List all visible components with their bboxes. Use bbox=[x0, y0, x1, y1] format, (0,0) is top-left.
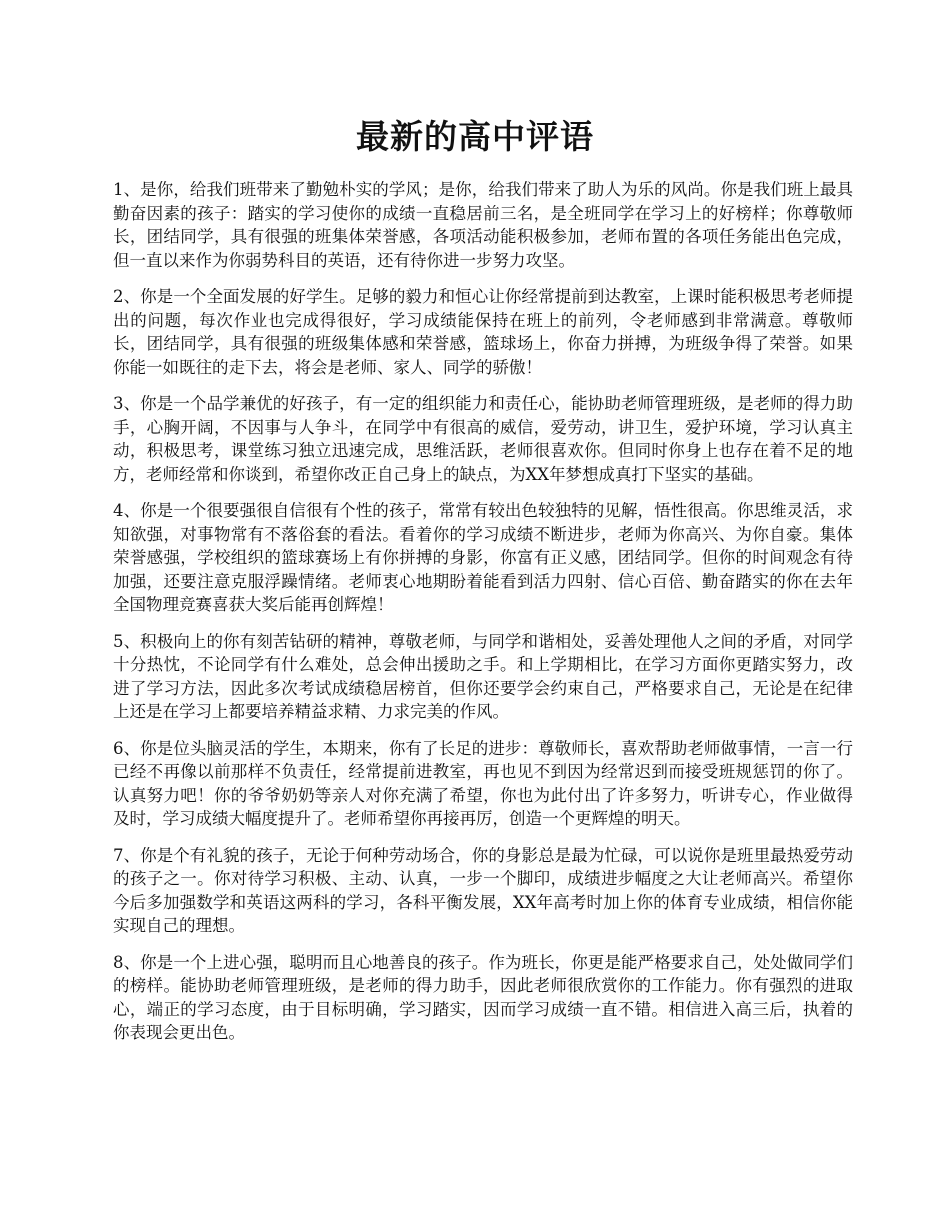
paragraph-1: 1、是你，给我们班带来了勤勉朴实的学风；是你，给我们带来了助人为乐的风尚。你是我们班上最具勤奋因素的孩子：踏实的学习使你的成绩一直稳居前三名，是全班同学在学习上的好榜样；你尊敬师长，团结同学，具有很强的班集体荣誉感，各项活动能积极参加，老师布置的各项任务能出色完成，但一直以来作为你弱势科目的英语，还有待你进一步努力攻坚。 bbox=[113, 180, 853, 270]
document-title: 最新的高中评语 bbox=[356, 117, 594, 156]
paragraph-5: 5、积极向上的你有刻苦钻研的精神，尊敬老师，与同学和谐相处，妥善处理他人之间的矛盾，对同学十分热忱，不论同学有什么难处，总会伸出援助之手。和上学期相比，在学习方面你更踏实努力，改进了学习方法，因此多次考试成绩稳居榜首，但你还要学会约束自己，严格要求自己，无论是在纪律上还是在学习上都要培养精益求精、力求完美的作风。 bbox=[113, 631, 853, 721]
paragraph-7: 7、你是个有礼貌的孩子，无论于何种劳动场合，你的身影总是最为忙碌，可以说你是班里最热爱劳动的孩子之一。你对待学习积极、主动、认真，一步一个脚印，成绩进步幅度之大让老师高兴。希望你今后多加强数学和英语这两科的学习，各科平衡发展，XX年高考时加上你的体育专业成绩，相信你能实现自己的理想。 bbox=[113, 845, 853, 935]
document-body bbox=[113, 178, 853, 1058]
paragraph-4: 4、你是一个很要强很自信很有个性的孩子，常常有较出色较独特的见解，悟性很高。你思维灵活，求知欲强，对事物常有不落俗套的看法。看着你的学习成绩不断进步，老师为你高兴、为你自豪。集体荣誉感强，学校组织的篮球赛场上有你拼搏的身影，你富有正义感，团结同学。但你的时间观念有待加强，还要注意克服浮躁情绪。老师衷心地期盼着能看到活力四射、信心百倍、勤奋踏实的你在去年全国物理竞赛喜获大奖后能再创辉煌！ bbox=[113, 501, 853, 614]
paragraph-3: 3、你是一个品学兼优的好孩子，有一定的组织能力和责任心，能协助老师管理班级，是老师的得力助手，心胸开阔，不因事与人争斗，在同学中有很高的威信，爱劳动，讲卫生，爱护环境，学习认真主动，积极思考，课堂练习独立迅速完成，思维活跃，老师很喜欢你。但同时你身上也存在着不足的地方，老师经常和你谈到，希望你改正自己身上的缺点，为XX年梦想成真打下坚实的基础。 bbox=[113, 394, 853, 484]
paragraph-6: 6、你是位头脑灵活的学生，本期来，你有了长足的进步：尊敬师长，喜欢帮助老师做事情，一言一行已经不再像以前那样不负责任，经常提前进教室，再也见不到因为经常迟到而接受班规惩罚的你了。认真努力吧！你的爷爷奶奶等亲人对你充满了希望，你也为此付出了许多努力，听讲专心，作业做得及时，学习成绩大幅度提升了。老师希望你再接再厉，创造一个更辉煌的明天。 bbox=[113, 738, 853, 828]
paragraph-2: 2、你是一个全面发展的好学生。足够的毅力和恒心让你经常提前到达教室，上课时能积极思考老师提出的问题，每次作业也完成得很好，学习成绩能保持在班上的前列，令老师感到非常满意。尊敬师长，团结同学，具有很强的班级集体感和荣誉感，篮球场上，你奋力拼搏，为班级争得了荣誉。如果你能一如既往的走下去，将会是老师、家人、同学的骄傲！ bbox=[113, 287, 853, 377]
paragraph-8: 8、你是一个上进心强，聪明而且心地善良的孩子。作为班长，你更是能严格要求自己，处处做同学们的榜样。能协助老师管理班级，是老师的得力助手，因此老师很欣赏你的工作能力。你有强烈的进取心，端正的学习态度，由于目标明确，学习踏实，因而学习成绩一直不错。相信进入高三后，执着的你表现会更出色。 bbox=[113, 952, 853, 1042]
